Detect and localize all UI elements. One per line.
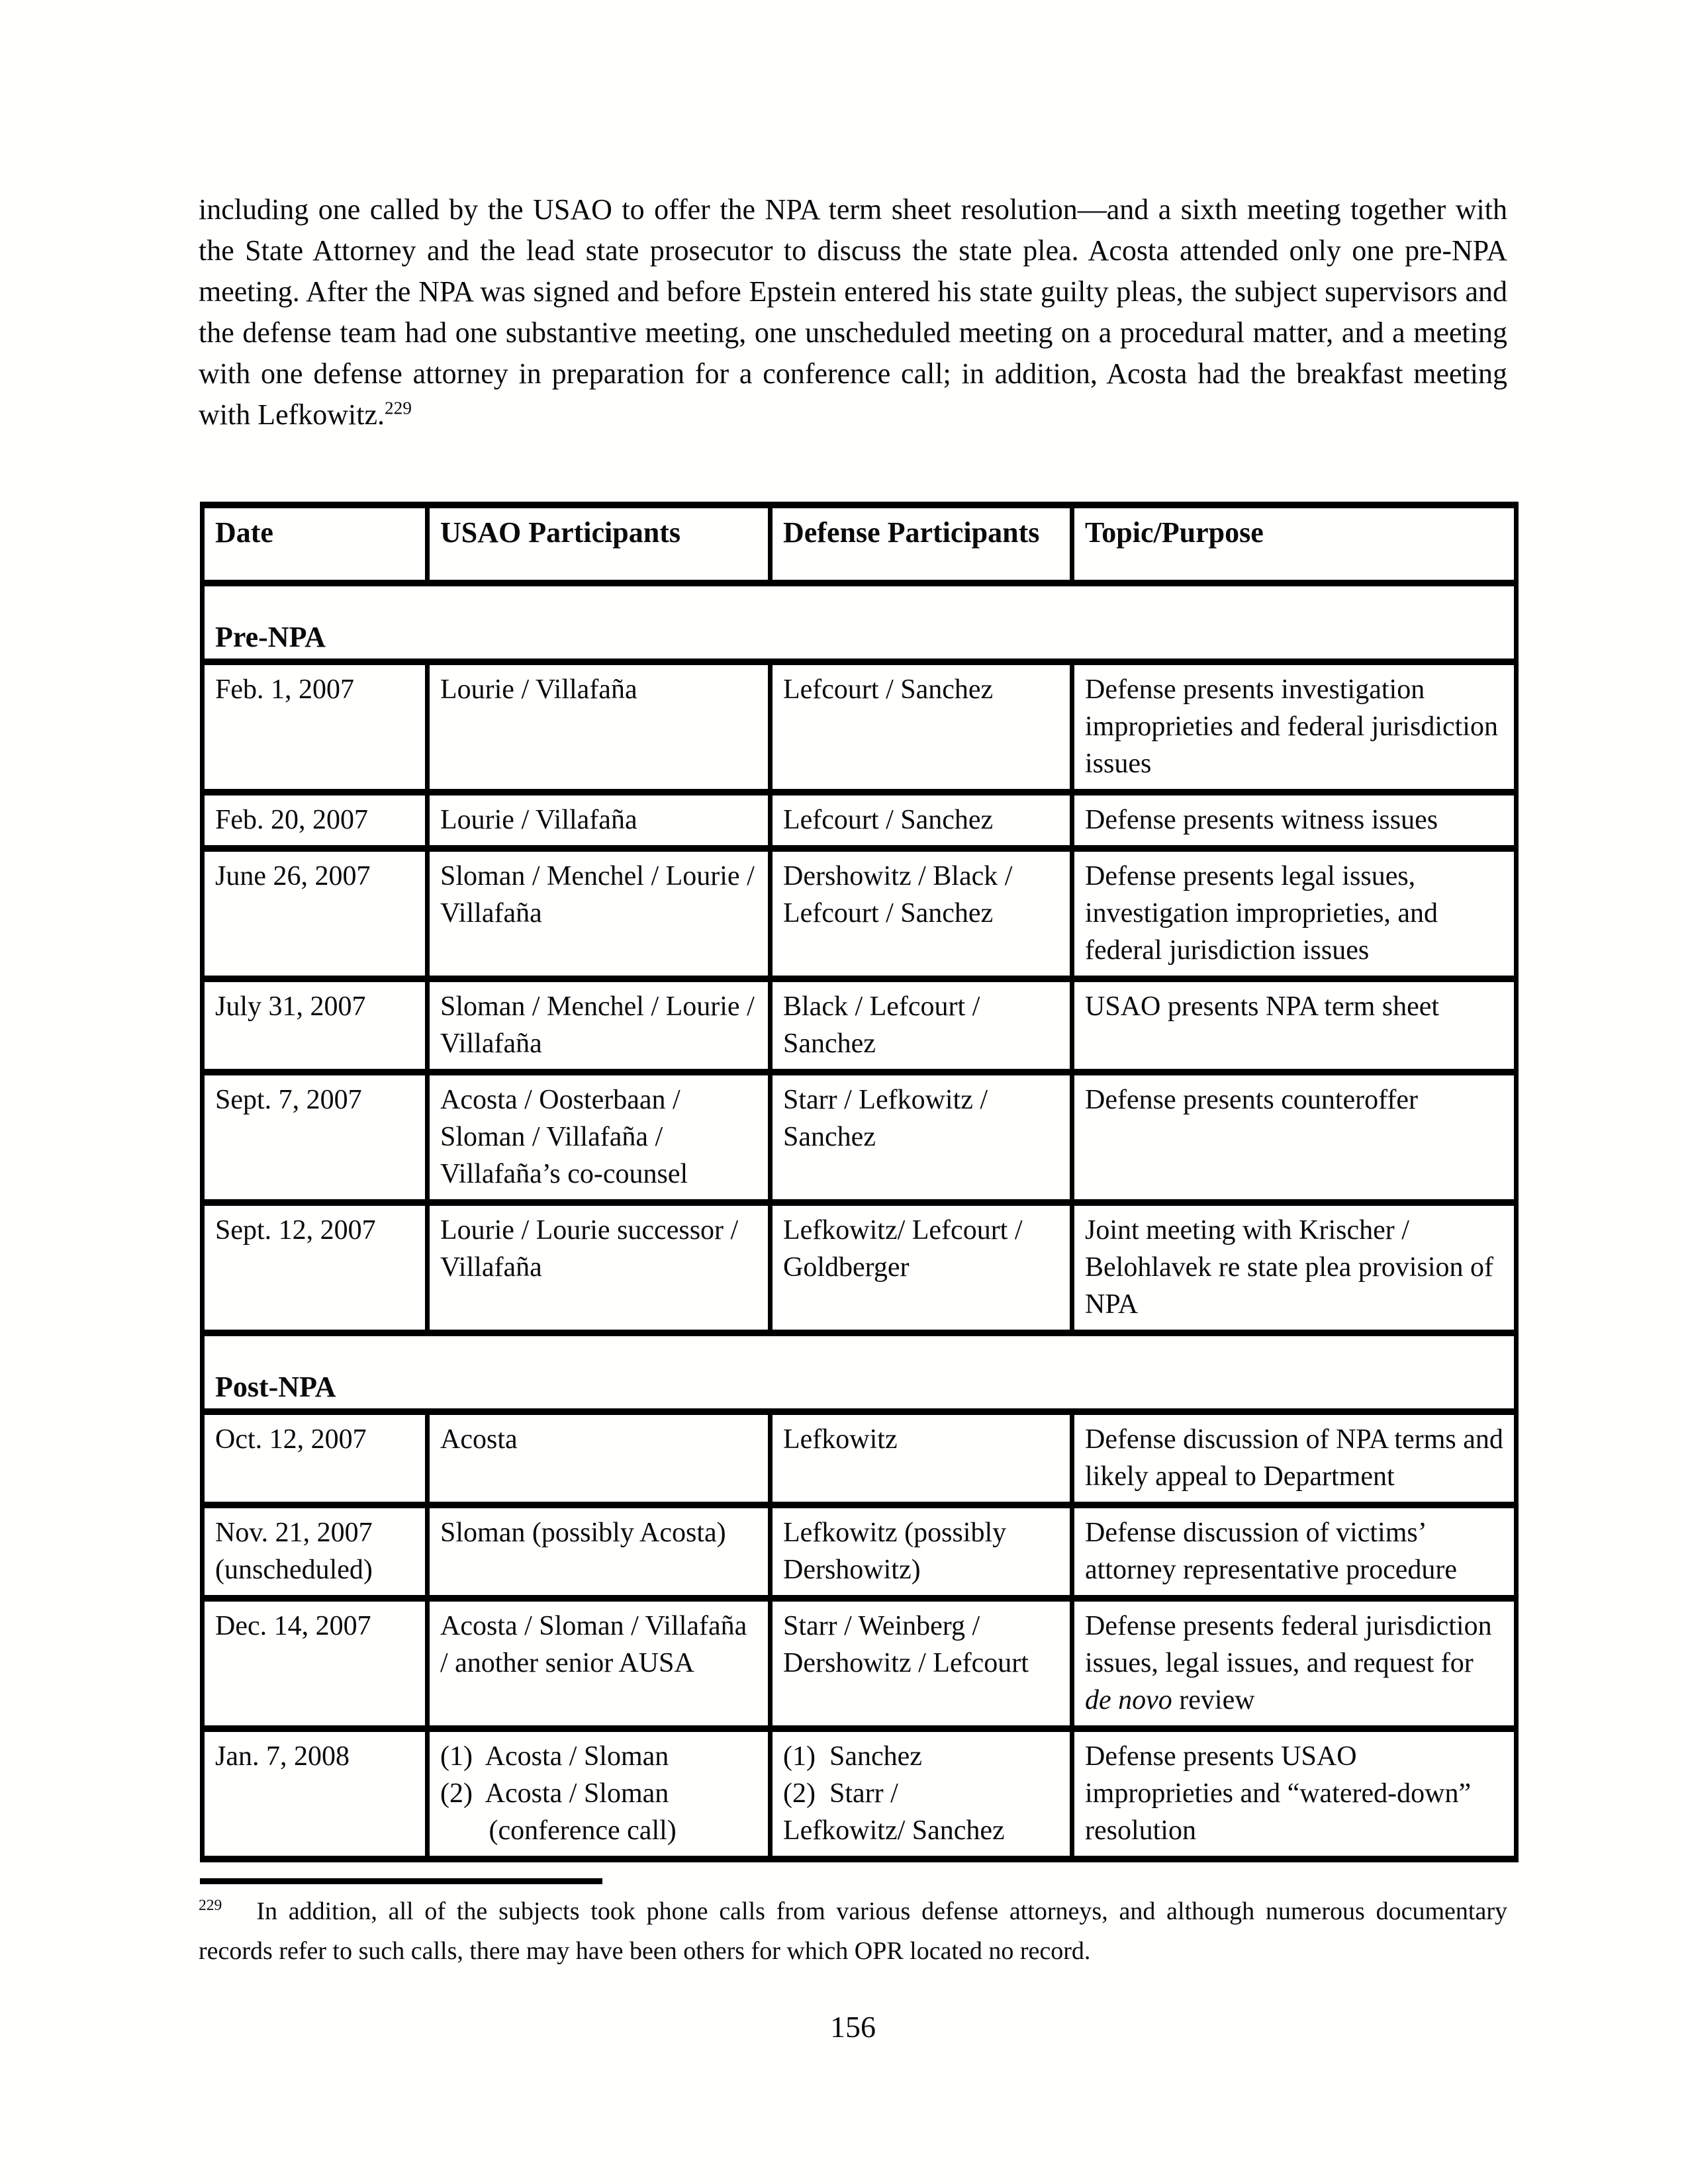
table-row [203, 1598, 1517, 1729]
table-cell-date: Sept. 7, 2007 [203, 1072, 428, 1203]
table-header [203, 505, 1517, 583]
table-row [203, 662, 1517, 792]
table-cell-defense: Lefkowitz/ Lefcourt / Goldberger [771, 1203, 1072, 1333]
column-header-usao-participants: USAO Participants [428, 505, 771, 583]
table-cell-usao: Acosta / Oosterbaan / Sloman / Villafaña / Villafaña’s co-counsel [428, 1072, 771, 1203]
table-body [203, 583, 1517, 1859]
footnote-reference: 229 [385, 398, 412, 418]
table-cell-topic: Joint meeting with Krischer / Belohlavek re state plea provision of NPA [1072, 1203, 1517, 1333]
cell-line: Lefkowitz/ Sanchez [783, 1815, 1005, 1846]
table-cell-defense: Starr / Lefkowitz / Sanchez [771, 1072, 1072, 1203]
table-cell-topic: Defense presents witness issues [1072, 792, 1517, 848]
section-row [203, 1333, 1517, 1412]
cell-line: (conference call) [440, 1815, 677, 1846]
table-row [203, 1729, 1517, 1859]
body-paragraph [199, 189, 1507, 435]
table-cell-topic: Defense presents legal issues, investigation improprieties, and federal jurisdiction issues [1072, 848, 1517, 979]
table-cell-defense: Dershowitz / Black / Lefcourt / Sanchez [771, 848, 1072, 979]
column-header-date: Date [203, 505, 428, 583]
cell-line: (1) Sanchez [783, 1741, 922, 1772]
table-cell-defense: Starr / Weinberg / Dershowitz / Lefcourt [771, 1598, 1072, 1729]
table-cell-defense: Lefcourt / Sanchez [771, 792, 1072, 848]
table-row [203, 1072, 1517, 1203]
table-row [203, 1412, 1517, 1505]
table-cell-topic: Defense discussion of NPA terms and likely appeal to Department [1072, 1412, 1517, 1505]
table-cell-date: Jan. 7, 2008 [203, 1729, 428, 1859]
table-cell-usao: Lourie / Lourie successor / Villafaña [428, 1203, 771, 1333]
table-cell-usao: Sloman (possibly Acosta) [428, 1505, 771, 1598]
cell-line: (2) Acosta / Sloman [440, 1778, 669, 1809]
table-cell-topic: USAO presents NPA term sheet [1072, 979, 1517, 1072]
table-cell-usao [428, 1729, 771, 1859]
table-cell-topic: Defense presents federal jurisdiction issues, legal issues, and request for de novo review [1072, 1598, 1517, 1729]
table-cell-date: Feb. 1, 2007 [203, 662, 428, 792]
page-number: 156 [830, 2010, 876, 2044]
table-cell-date: Nov. 21, 2007 (unscheduled) [203, 1505, 428, 1598]
table-row [203, 1505, 1517, 1598]
table-cell-usao: Lourie / Villafaña [428, 662, 771, 792]
table-row [203, 1203, 1517, 1333]
table-cell-date: June 26, 2007 [203, 848, 428, 979]
footnote-text: In addition, all of the subjects took phone calls from various defense attorneys, and although numerous documentary records refer to such calls, there may have been others for which OPR located no record. [199, 1897, 1507, 1965]
table-cell-topic: Defense presents USAO improprieties and “watered-down” resolution [1072, 1729, 1517, 1859]
column-header-defense-participants: Defense Participants [771, 505, 1072, 583]
cell-line: (1) Acosta / Sloman [440, 1741, 669, 1772]
table-cell-defense: Lefkowitz (possibly Dershowitz) [771, 1505, 1072, 1598]
table-cell-date: Sept. 12, 2007 [203, 1203, 428, 1333]
italic-text: de novo [1085, 1685, 1172, 1715]
table-cell-date: Feb. 20, 2007 [203, 792, 428, 848]
meetings-table [200, 502, 1519, 1862]
table-cell-usao: Acosta [428, 1412, 771, 1505]
table-row [203, 979, 1517, 1072]
footnote-separator [200, 1878, 602, 1884]
table-cell-topic: Defense presents counteroffer [1072, 1072, 1517, 1203]
table-cell-defense: Lefkowitz [771, 1412, 1072, 1505]
footnote-number: 229 [199, 1897, 222, 1915]
table-cell-date: Oct. 12, 2007 [203, 1412, 428, 1505]
table-cell-defense: Lefcourt / Sanchez [771, 662, 1072, 792]
table-header-row [203, 505, 1517, 583]
table-cell-date: July 31, 2007 [203, 979, 428, 1072]
cell-line: (2) Starr / [783, 1778, 898, 1809]
table-cell-usao: Lourie / Villafaña [428, 792, 771, 848]
section-row [203, 583, 1517, 662]
table-row [203, 848, 1517, 979]
table-cell-usao: Sloman / Menchel / Lourie / Villafaña [428, 979, 771, 1072]
body-paragraph-text: including one called by the USAO to offer the NPA term sheet resolution—and a sixth meeting together with the State Attorney and the lead state prosecutor to discuss the state plea. Acosta attended only one pre-NPA meeting. After the NPA was signed and before Epstein entered his state guilty pleas, the subject supervisors and the defense team had one substantive meeting, one unscheduled meeting on a procedural matter, and a meeting with one defense attorney in preparation for a conference call; in addition, Acosta had the breakfast meeting with Lefkowitz. [199, 193, 1507, 431]
table-cell-defense: Black / Lefcourt / Sanchez [771, 979, 1072, 1072]
table-cell-topic: Defense discussion of victims’ attorney representative procedure [1072, 1505, 1517, 1598]
table-row [203, 792, 1517, 848]
column-header-topic-purpose: Topic/Purpose [1072, 505, 1517, 583]
footnote [199, 1891, 1507, 1971]
section-label: Pre-NPA [203, 583, 1517, 662]
table-cell-usao: Sloman / Menchel / Lourie / Villafaña [428, 848, 771, 979]
table-cell-usao: Acosta / Sloman / Villafaña / another senior AUSA [428, 1598, 771, 1729]
table-cell-date: Dec. 14, 2007 [203, 1598, 428, 1729]
section-label: Post-NPA [203, 1333, 1517, 1412]
table-cell-topic: Defense presents investigation improprieties and federal jurisdiction issues [1072, 662, 1517, 792]
table-cell-defense [771, 1729, 1072, 1859]
